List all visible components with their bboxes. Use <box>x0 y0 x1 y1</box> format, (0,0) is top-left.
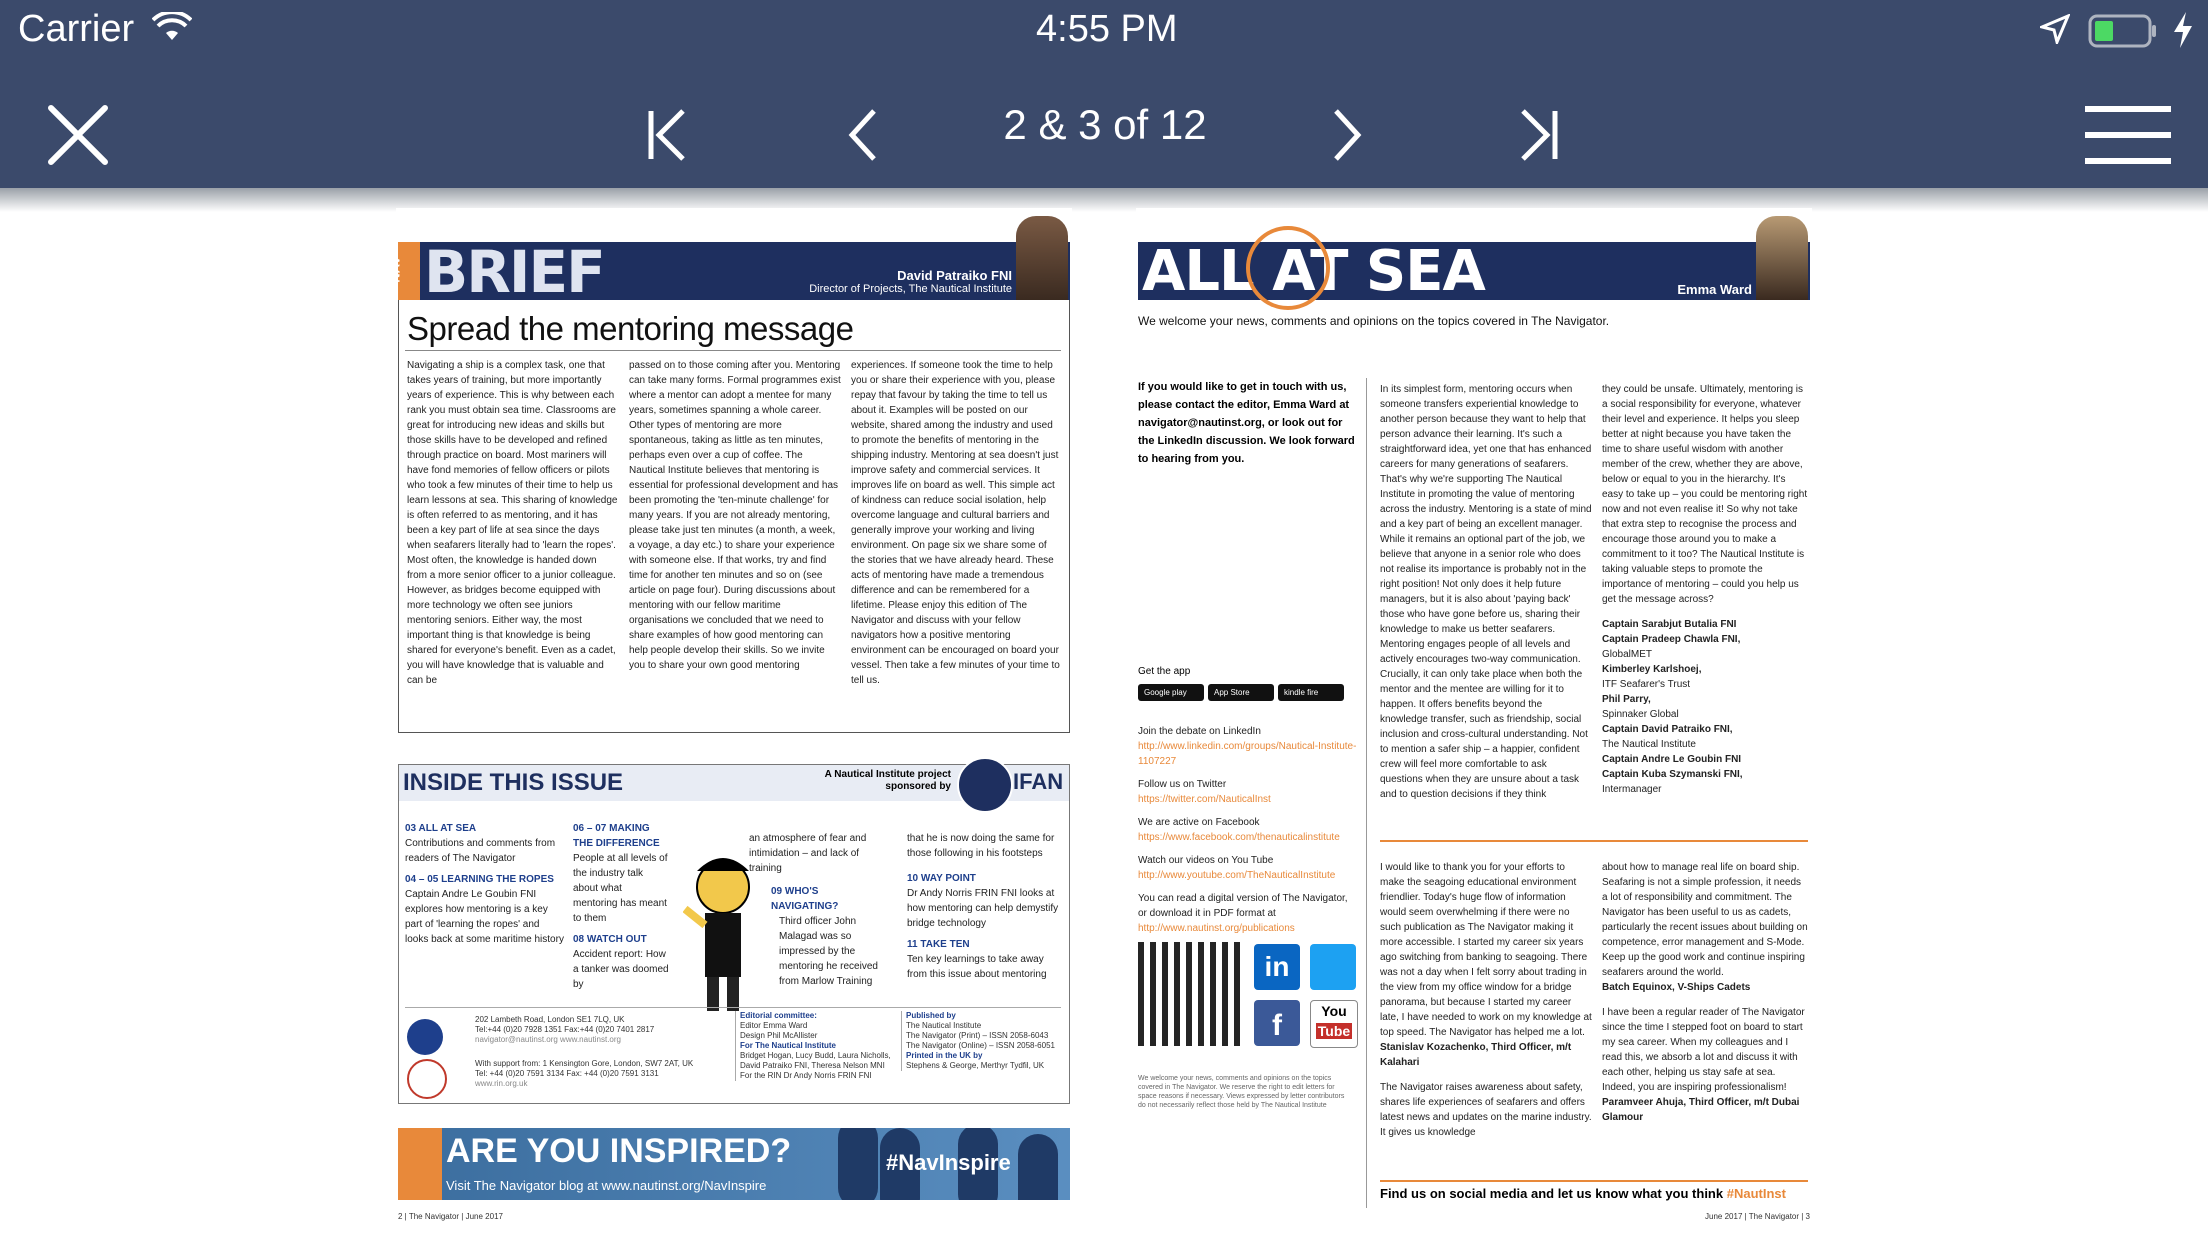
right-page[interactable] <box>1136 208 1812 1228</box>
lifebuoy-icon <box>1246 226 1330 310</box>
toc-item-text: Captain Andre Le Goubin FNI explores how mentoring is a key part of 'learning the ropes' and looks back at some maritime history <box>405 889 564 945</box>
banner-hashtag: #NavInspire <box>886 1150 1011 1175</box>
letter2-signature: Stanislav Kozachenko, Third Officer, m/t Kalahari <box>1380 1042 1572 1068</box>
signatories-list <box>1602 617 1808 797</box>
disclaimer: We welcome your news, comments and opinions on the topics covered in The Navigator. We reserve the right to edit letters for space reasons if necessary. Views expressed by letter contributors do not necessarily reflect those held by The Nautical Institute <box>1138 1075 1345 1109</box>
toc-item-text: Dr Andy Norris FRIN FNI looks at how mentoring can help demystify bridge technology <box>907 888 1059 929</box>
toc-col-4 <box>907 831 1065 982</box>
linkedin-link[interactable]: http://www.linkedin.com/groups/Nautical-Institute-1107227 <box>1138 741 1357 767</box>
footer-support-phone: Tel: +44 (0)20 7591 3134 Fax: +44 (0)20 7591 3131 <box>475 1069 659 1078</box>
headline: Spread the mentoring message <box>407 310 854 347</box>
signatory-org: Intermanager <box>1602 784 1662 795</box>
banner-title: ARE YOU INSPIRED? <box>446 1132 792 1170</box>
toc-item-title[interactable]: 06 – 07 MAKING THE DIFFERENCE <box>573 823 660 849</box>
toc-col-3 <box>749 831 879 989</box>
footer-address: 202 Lambeth Road, London SE1 7LQ, UK <box>475 1015 625 1024</box>
published-block <box>901 1011 1066 1071</box>
get-app-label: Get the app <box>1138 666 1191 677</box>
rin-logo <box>407 1059 447 1099</box>
chevron-right-icon <box>1326 105 1366 165</box>
wifi-icon <box>152 12 192 49</box>
qr-code[interactable] <box>1138 942 1242 1046</box>
printed-title: Printed in the UK by <box>906 1051 983 1060</box>
signatory-org: The Nautical Institute <box>1602 739 1696 750</box>
digital-text: You can read a digital version of The Navigator, or download it in PDF format at <box>1138 893 1348 919</box>
editorial-rin: For the RIN Dr Andy Norris FRIN FNI <box>740 1071 872 1080</box>
last-page-button[interactable] <box>1498 95 1578 175</box>
linkedin-icon[interactable]: in <box>1254 944 1300 990</box>
previous-page-button[interactable] <box>824 95 904 175</box>
brief-header <box>387 238 1070 306</box>
last-page-icon <box>1513 105 1563 165</box>
toolbar-shadow <box>0 188 2208 212</box>
social-cta <box>1380 1186 1786 1201</box>
toc-item-title[interactable]: 03 ALL AT SEA <box>405 823 477 834</box>
linkedin-label: Join the debate on LinkedIn <box>1138 726 1261 737</box>
right-folio: June 2017 | The Navigator | 3 <box>1705 1212 1810 1221</box>
toc-cont-text: an atmosphere of fear and intimidation – and lack of training <box>749 833 867 874</box>
letter3-text-cont: about how to manage real life on board ship. Seafaring is not a simple profession, it needs a lot of responsibility and commitment. The Navigator has been useful to us as cadets, particularly the recent issues about building on competence, error management and S-Mode. Keep up the good work and continue inspiring seafarers around the world. <box>1602 862 1808 978</box>
sidebar-column <box>1138 378 1358 1109</box>
letter1-col-b <box>1602 382 1808 797</box>
all-at-sea-header <box>1138 239 1810 304</box>
signatory: Captain Kuba Szymanski FNI, <box>1602 769 1743 780</box>
hamburger-icon <box>2083 103 2173 167</box>
publications-link[interactable]: http://www.nautinst.org/publications <box>1138 923 1295 934</box>
toc-cont-text: that he is now doing the same for those following in his footsteps <box>907 833 1055 859</box>
social-cta-text: Find us on social media and let us know what you think <box>1380 1186 1724 1201</box>
left-page[interactable] <box>387 208 1072 1228</box>
article-col-3: experiences. If someone took the time to help you or share their experience with you, please repay that favour by taking the time to tell us about it. Examples will be posted on our website, shared among the industry and used to promote the benefits of mentoring in the shipping industry. Mentoring at sea doesn't just improve safety and commercial services. It improves life on board as well. This simple act of kindness can reduce social isolation, help overcome language and cultural barriers and generally improve your working and living environment. On page six we share some of the stories that we have already heard. These acts of mentoring have made a tremendous difference and can be remembered for a lifetime. Please enjoy this edition of The Navigator and discuss with your fellow navigators how a positive mentoring environment can be encouraged on board your vessel. Then take a few minutes of your time to tell us. <box>851 360 1060 686</box>
close-icon <box>43 100 113 170</box>
chevron-left-icon <box>844 105 884 165</box>
toc-item-text: Ten key learnings to take away from this issue about mentoring <box>907 954 1047 980</box>
signatory-org: GlobalMET <box>1602 649 1653 660</box>
published-title: Published by <box>906 1011 956 1020</box>
printed-by: Stephens & George, Merthyr Tydfil, UK <box>906 1061 1045 1070</box>
toc-item-text: Accident report: How a tanker was doomed by <box>573 949 669 990</box>
youtube-link[interactable]: http://www.youtube.com/TheNauticalInstitute <box>1138 870 1336 881</box>
kindle-badge[interactable]: kindle fire <box>1278 684 1344 701</box>
nav-tag: NAV <box>387 256 403 283</box>
twitter-label: Follow us on Twitter <box>1138 779 1227 790</box>
twitter-link[interactable]: https://twitter.com/NauticalInst <box>1138 794 1271 805</box>
footer-rin-web[interactable]: www.rin.org.uk <box>475 1079 528 1088</box>
toc-col-2 <box>573 821 669 992</box>
inside-title: INSIDE THIS ISSUE <box>403 769 624 796</box>
article-col-1: Navigating a ship is a complex task, one that takes years of training, but more importantly years of experience. This is why between each rank you must obtain sea time. Classrooms are great for introducing new ideas and skills but those skills have to be developed and refined through practice on board. Most mariners will have fond memories of fellow officers or pilots who took a few minutes of their time to help us learn lessons at sea. This sharing of knowledge is often referred to as mentoring, and it has been a key part of life at sea since the days when seafarers literally had to 'learn the ropes'. Most often, the knowledge is handed down from a more senior officer to a junior colleague. However, as bridges become equipped with more technology we often see juniors mentoring seniors. Either way, the most important thing is that knowledge is being shared for everyone's benefit. Even as a cadet, you will have knowledge that is valuable and can be <box>407 360 618 686</box>
footer-phone: Tel:+44 (0)20 7928 1351 Fax:+44 (0)20 7401 2817 <box>475 1025 655 1034</box>
toc-item-text: People at all levels of the industry talk about what mentoring has meant to them <box>573 853 668 924</box>
contact-text: If you would like to get in touch with us, please contact the editor, Emma Ward at navigator@nautinst.org, or look out for the LinkedIn discussion. We look forward to hearing from you. <box>1138 381 1355 465</box>
letter4-signature: Paramveer Ahuja, Third Officer, m/t Dubai Glamour <box>1602 1097 1800 1123</box>
article-col-2: passed on to those coming after you. Mentoring can take many forms. Formal programmes exist where a mentor can adopt a mentee for many years, sometimes spanning a whole career. Other types of mentoring are more spontaneous, taking as little as ten minutes, perhaps even over a cup of coffee. The Nautical Institute believes that mentoring is essential for professional development and has been promoting the 'ten-minute challenge' for many years. If you are not already mentoring, please take just ten minutes (a month, a week, a voyage, a day etc.) to share your experience with someone else. If that works, try and find time for another ten minutes and so on (see article on page four). During discussions about mentoring with our fellow maritime organisations we concluded that we need to share examples of how good mentoring can help people develop their skills. So we invite you to share your own good mentoring <box>629 360 841 671</box>
editorial-design: Design Phil McAllister <box>740 1031 818 1040</box>
left-folio: 2 | The Navigator | June 2017 <box>398 1212 503 1221</box>
author-name: David Patraiko FNI <box>897 268 1012 283</box>
toc-item-title[interactable]: 09 WHO'S NAVIGATING? <box>771 886 839 912</box>
signatory: Kimberley Karlshoej, <box>1602 664 1702 675</box>
signatory: Captain Sarabjut Butalia FNI <box>1602 619 1737 630</box>
letter1-col-a: In its simplest form, mentoring occurs when someone transfers experiential knowledge to another person because they want to help that person advance their learning. It's such a straightforward idea, yet one that has enhanced careers for many generations of seafarers. That's why we're supporting The Nautical Institute in promoting the value of mentoring across the industry. Mentoring is a state of mind and a key part of being an excellent manager. While it remains an optional part of the job, we believe that anyone in a senior role who does not realise its importance is probably not in the right position! Not only does it help future managers, but it is also about 'paying back' those who have gone before us, sharing their knowledge to make us better seafarers. Mentoring engages people of all levels and actively encourages two-way communication. Crucially, it can only take place when both the mentor and the mentee are willing for it to happen. It offers benefits beyond the knowledge transfer, such as friendship, social inclusion and cross-cultural understanding. Not to mention a safer ship – a happier, confident crew will feel more comfortable to ask questions when they are unsure about a task and to question decisions if they think <box>1380 384 1592 800</box>
letter4-text: I have been a regular reader of The Navigator since the time I stepped foot on board to start my sea career. When my colleagues and I read this, we absorb a lot and discuss it with each other, helping us stay safe at sea. Indeed, you are inspiring professionalism! <box>1602 1007 1805 1093</box>
youtube-label: Watch our videos on You Tube <box>1138 855 1274 866</box>
author-photo <box>1756 216 1808 300</box>
sponsor-name: IFAN <box>1013 769 1064 794</box>
close-button[interactable] <box>38 95 118 175</box>
page-indicator: 2 & 3 of 12 <box>1003 101 1207 148</box>
app-store-badge[interactable]: App Store <box>1208 684 1274 701</box>
signatory: Phil Parry, <box>1602 694 1651 705</box>
signatory-org: ITF Seafarer's Trust <box>1602 679 1691 690</box>
issn-online: The Navigator (Online) – ISSN 2058-6051 <box>906 1041 1055 1050</box>
author-title: Director of Projects, The Nautical Institute <box>809 283 1012 295</box>
sponsor-text: A Nautical Institute project sponsored by <box>824 769 951 792</box>
editorial-editor: Editor Emma Ward <box>740 1021 808 1030</box>
footer-address-block <box>475 1015 725 1089</box>
all-at-sea-logo: ALL AT SEA <box>1142 239 1485 304</box>
youtube-icon[interactable]: You Tube <box>1310 1000 1358 1048</box>
toc-item-title[interactable]: 04 – 05 LEARNING THE ROPES <box>405 874 554 885</box>
charging-icon <box>2172 12 2194 53</box>
letter3-signature: Batch Equinox, V-Ships Cadets <box>1602 982 1751 993</box>
toc-item-title[interactable]: 11 TAKE TEN <box>907 939 970 950</box>
inspired-banner[interactable] <box>398 1128 1070 1200</box>
twitter-icon[interactable] <box>1310 944 1356 990</box>
toc-col-1 <box>405 821 565 947</box>
signatory: Captain David Patraiko FNI, <box>1602 724 1733 735</box>
issn-print: The Navigator (Print) – ISSN 2058-6043 <box>906 1031 1049 1040</box>
first-page-button[interactable] <box>628 95 708 175</box>
signatory: Captain Andre Le Goubin FNI <box>1602 754 1742 765</box>
letters-col-left <box>1380 860 1592 1140</box>
editorial-title: Editorial committee: <box>740 1011 817 1020</box>
location-icon <box>2040 14 2070 49</box>
carrier-label: Carrier <box>18 8 135 50</box>
published-by: The Nautical Institute <box>906 1021 982 1030</box>
banner-subtext[interactable]: Visit The Navigator blog at www.nautinst.org/NavInspire <box>446 1178 767 1193</box>
next-page-button[interactable] <box>1306 95 1386 175</box>
toolbar <box>0 0 2208 188</box>
article-box <box>398 300 1070 733</box>
ifan-logo <box>957 757 1013 813</box>
letter2-text: I would like to thank you for your efforts to make the seagoing educational environment friendlier. Today's huge flow of information would seem overwhelming if there were no such publication as The Navigator making it more accessible. I started my career six years ago switching from banking to seagoing. There was not a day when I felt sorry about trading in the view from my office window for a bridge panorama, but because I started my career late, I have needed to work on my knowledge at top speed. The Navigator has helped me a lot. <box>1380 862 1592 1038</box>
letters-col-right <box>1602 860 1808 1125</box>
signatory-org: Spinnaker Global <box>1602 709 1679 720</box>
toc-item-title[interactable]: 08 WATCH OUT <box>573 934 647 945</box>
facebook-icon[interactable]: f <box>1254 1000 1300 1046</box>
facebook-label: We are active on Facebook <box>1138 817 1260 828</box>
facebook-link[interactable]: https://www.facebook.com/thenauticalinstitute <box>1138 832 1340 843</box>
hashtag[interactable]: #NautInst <box>1726 1186 1786 1201</box>
toc-item-text: Third officer John Malagad was so impressed by the mentoring he received from Marlow Training <box>779 916 878 987</box>
nautical-institute-logo <box>407 1019 443 1055</box>
battery-icon <box>2088 14 2158 53</box>
google-play-badge[interactable]: Google play <box>1138 684 1204 701</box>
footer-web[interactable]: navigator@nautinst.org www.nautinst.org <box>475 1035 621 1044</box>
letter1-text: they could be unsafe. Ultimately, mentoring is a social responsibility for everyone, whatever their level and experience. It helps you sleep better at night because you have taken the time to share useful wisdom with another member of the crew, whether they are above, below or equal to you in the hierarchy. It's easy to take up – you could be mentoring right now and not even realise it! So why not take that extra step to recognise the process and encourage those around you to make a commitment to it too? The Nautical Institute is taking valuable steps to promote the importance of mentoring – could you help us get the message across? <box>1602 384 1808 605</box>
first-page-icon <box>643 105 693 165</box>
inside-issue-box <box>398 764 1070 1104</box>
author-name: Emma Ward <box>1677 282 1752 297</box>
footer-support: With support from: 1 Kensington Gore, London, SW7 2AT, UK <box>475 1059 694 1068</box>
toc-item-text: Contributions and comments from readers of The Navigator <box>405 838 556 864</box>
editorial-ni-names: Bridget Hogan, Lucy Budd, Laura Nicholls, David Patraiko FNI, Theresa Nelson MNI <box>740 1051 891 1070</box>
letter3-text: The Navigator raises awareness about safety, shares life experiences of seafarers and offers latest news and updates on the marine industry. It gives us knowledge <box>1380 1082 1592 1138</box>
menu-button[interactable] <box>2080 95 2176 175</box>
intro-text: We welcome your news, comments and opinions on the topics covered in The Navigator. <box>1138 314 1610 328</box>
toc-item-title[interactable]: 10 WAY POINT <box>907 873 976 884</box>
brief-logo: BRIEF <box>424 238 604 306</box>
signatory: Captain Pradeep Chawla FNI, <box>1602 634 1741 645</box>
editorial-block <box>735 1011 894 1081</box>
author-photo <box>1016 216 1068 300</box>
editorial-ni: For The Nautical Institute <box>740 1041 837 1050</box>
clock: 4:55 PM <box>1036 8 1178 50</box>
